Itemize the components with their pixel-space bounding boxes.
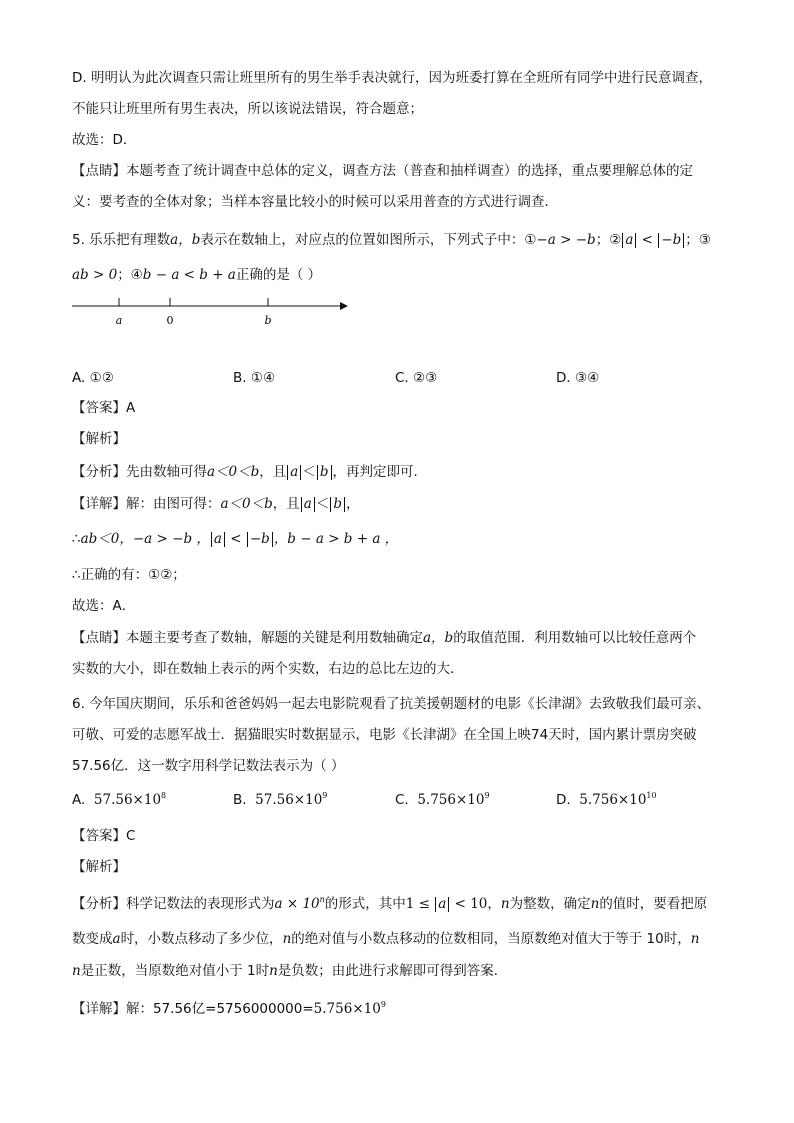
option-d: D. $5.756\times 10^{10}$ bbox=[556, 791, 657, 808]
text-line: D. 明明认为此次调查只需让班里所有的男生举手表决就行，因为班委打算在全班所有同学中进行民意调查， bbox=[72, 70, 712, 86]
analysis-text: 【分析】科学记数法的表现形式为$a \times 10^n$的形式，其中1 ≤ a < 10，n为整数，确定n的值时，要看把原 bbox=[72, 895, 708, 912]
number-line-figure bbox=[70, 292, 360, 332]
option-a: A. $57.56\times 10^8$ bbox=[72, 791, 167, 808]
analysis-text: n是正数，当原数绝对值小于 1时n是负数；由此进行求解即可得到答案． bbox=[72, 963, 508, 979]
comment-line: 实数的大小，即在数轴上表示的两个实数，右边的总比左边的大． bbox=[72, 661, 464, 677]
option-c: C. ②③ bbox=[395, 370, 438, 386]
number-line-arrow-icon bbox=[340, 302, 348, 310]
detail-text: 【详解】解：由图可得：a＜0＜b，且 a ＜ b ， bbox=[72, 496, 360, 512]
question-5-line-1: 5. 乐乐把有理数a，b表示在数轴上，对应点的位置如图所示，下列式子中：①−a > −b；② a < −b ；③ bbox=[72, 232, 711, 248]
analysis-label: 【解析】 bbox=[72, 859, 126, 875]
analysis-label: 【解析】 bbox=[72, 431, 126, 447]
text-line: 【点睛】本题考查了统计调查中总体的定义，调查方法（普查和抽样调查）的选择，重点要理解总体的定 bbox=[72, 163, 693, 179]
choice-line: 故选：A． bbox=[72, 598, 136, 614]
therefore-result: ∴正确的有：①②； bbox=[72, 567, 186, 583]
answer-label: 【答案】C bbox=[72, 828, 136, 844]
answer-label: 【答案】A bbox=[72, 400, 136, 416]
text-line: 故选：D． bbox=[72, 132, 137, 148]
question-6-line-1: 6. 今年国庆期间，乐乐和爸爸妈妈一起去电影院观看了抗美援朝题材的电影《长津湖》去致敬我们最可亲、 bbox=[72, 696, 711, 712]
option-b: B. ①④ bbox=[233, 370, 276, 386]
text-line: 义：要考查的全体对象；当样本容量比较小的时候可以采用普查的方式进行调查． bbox=[72, 194, 558, 210]
comment-line: 【点睛】本题主要考查了数轴，解题的关键是利用数轴确定a，b的取值范围．利用数轴可以比较任意两个 bbox=[72, 630, 697, 646]
question-6-line-2: 可敬、可爱的志愿军战士．据猫眼实时数据显示，电影《长津湖》在全国上映74天时，国内累计票房突破 bbox=[72, 727, 697, 743]
text-line: 不能只让班里所有男生表决，所以该说法错误，符合题意； bbox=[72, 101, 423, 117]
axis-label-b: b bbox=[264, 314, 272, 327]
option-a: A. ①② bbox=[72, 370, 114, 386]
detail-text: 【详解】解：57.56亿$=5756000000=5.756\times 10^9$ bbox=[72, 1000, 386, 1017]
option-d: D. ③④ bbox=[556, 370, 600, 386]
question-6-line-3: 57.56亿．这一数字用科学记数法表示为（ ） bbox=[72, 758, 345, 774]
analysis-text: 【分析】先由数轴可得a＜0＜b，且 a ＜ b ，再判定即可． bbox=[72, 464, 427, 480]
option-c: C. $5.756\times 10^9$ bbox=[395, 791, 490, 808]
option-b: B. $57.56\times 10^9$ bbox=[233, 791, 328, 808]
axis-label-a: a bbox=[115, 314, 123, 327]
therefore-line: ∴ab＜0，−a > −b ， a < −b ，b − a > b + a ， bbox=[72, 531, 399, 547]
question-5-line-2: ab > 0；④b − a < b + a正确的是（ ） bbox=[72, 267, 322, 283]
analysis-text: 数变成a时，小数点移动了多少位，n的绝对值与小数点移动的位数相同，当原数绝对值大于等于 10时，n bbox=[72, 931, 700, 947]
axis-label-0: 0 bbox=[166, 314, 174, 327]
